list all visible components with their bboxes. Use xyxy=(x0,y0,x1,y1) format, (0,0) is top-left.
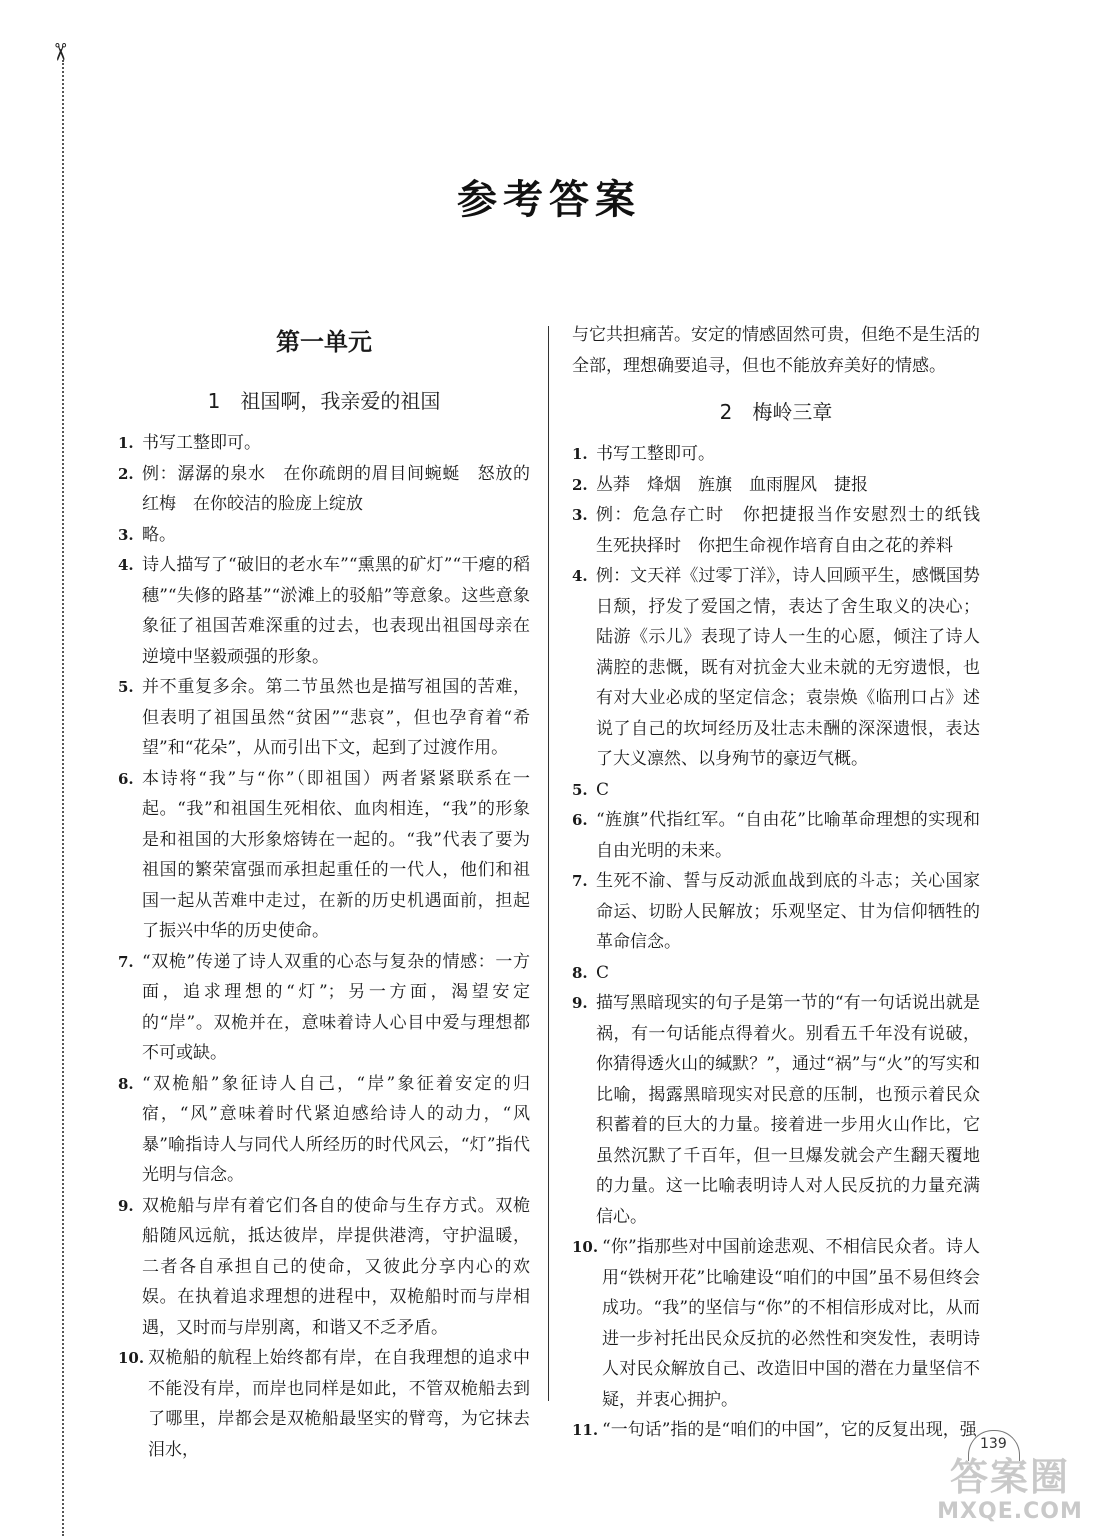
answer-item xyxy=(572,988,980,1232)
answer-text: “双桅船”象征诗人自己，“岸”象征着安定的归宿，“风”意味着时代紧迫感给诗人的动力，“风暴”喻指诗人与同代人所经历的时代风云，“灯”指代光明与信念。 xyxy=(142,1073,530,1185)
answer-text: “旌旗”代指红军。“自由花”比喻革命理想的实现和自由光明的未来。 xyxy=(596,810,980,861)
lesson-title-1: 1 祖国啊，我亲爱的祖国 xyxy=(207,389,441,413)
answer-text: C xyxy=(596,779,610,800)
answer-number: 8. xyxy=(118,1074,134,1093)
answer-item xyxy=(572,1232,980,1415)
unit-title: 第一单元 xyxy=(276,328,372,356)
page-title: 参考答案 xyxy=(457,177,641,223)
answer-number: 6. xyxy=(572,811,588,829)
answer-number: 5. xyxy=(572,780,588,799)
answer-text: 略。 xyxy=(142,524,176,545)
answer-number: 5. xyxy=(118,678,134,696)
right-column xyxy=(572,320,997,1446)
left-column xyxy=(118,320,530,1465)
answer-number: 9. xyxy=(118,1196,134,1215)
answer-text: 生死不渝、誓与反动派血战到底的斗志；关心国家命运、切盼人民解放；乐观坚定、甘为信仰牺牲的革命信念。 xyxy=(596,871,980,952)
answer-number: 8. xyxy=(572,963,588,982)
answer-item xyxy=(118,947,530,1069)
answer-text: 双桅船与岸有着它们各自的使命与生存方式。双桅船随风远航，抵达彼岸，岸提供港湾，守护温暖，二者各自承担自己的使命，又彼此分享内心的欢娱。在执着追求理想的进程中，双桅船时而与岸相遇，又时而与岸别离，和谐又不乏矛盾。 xyxy=(142,1195,530,1338)
answer-item xyxy=(118,672,530,764)
answer-text: 诗人描写了“破旧的老水车”“熏黑的矿灯”“干瘪的稻穗”“失修的路基”“淤滩上的驳船”等意象。这些意象象征了祖国苦难深重的过去，也表现出祖国母亲在逆境中坚毅顽强的形象。 xyxy=(142,555,530,667)
answer-number: 7. xyxy=(118,952,134,971)
answer-item xyxy=(118,1343,530,1465)
answer-text: 书写工整即可。 xyxy=(142,433,261,453)
answer-item xyxy=(572,866,980,958)
answer-item xyxy=(118,764,530,947)
answer-item xyxy=(118,1069,530,1191)
answer-text: 本诗将“我”与“你”（即祖国）两者紧紧联系在一起。“我”和祖国生死相依、血肉相连，“我”的形象是和祖国的大形象熔铸在一起的。“我”代表了要为祖国的繁荣富强而承担起重任的一代人，他们和祖国一起从苦难中走过，在新的历史机遇面前，担起了振兴中华的历史使命。 xyxy=(142,768,530,941)
answer-text: 例：危急存亡时 你把捷报当作安慰烈士的纸钱 生死抉择时 你把生命视作培育自由之花的养料 xyxy=(596,505,997,556)
answer-number: 9. xyxy=(572,994,588,1012)
column-divider xyxy=(548,326,549,1401)
answer-item xyxy=(572,958,980,989)
watermark-url: MXQE.COM xyxy=(937,1499,1083,1524)
answer-list-left xyxy=(118,428,530,1465)
answer-text: C xyxy=(596,962,610,983)
answer-number: 3. xyxy=(118,525,134,544)
answer-number: 4. xyxy=(572,567,588,585)
answer-item xyxy=(572,561,980,775)
answer-number: 11. xyxy=(572,1421,599,1439)
answer-item xyxy=(572,805,980,866)
answer-text: 例：潺潺的泉水 在你疏朗的眉目间蜿蜒 怒放的红梅 在你皎洁的脸庞上绽放 xyxy=(142,463,530,514)
answer-number: 4. xyxy=(118,556,134,574)
page-number: 139 xyxy=(980,1436,1007,1452)
answer-number: 2. xyxy=(118,464,134,483)
answer-number: 7. xyxy=(572,872,588,890)
answer-item xyxy=(572,500,997,561)
lesson-title-2: 2 梅岭三章 xyxy=(719,400,833,424)
answer-item xyxy=(118,428,530,459)
answer-text: “双桅”传递了诗人双重的心态与复杂的情感：一方面，追求理想的“灯”；另一方面，渴望安定的“岸”。双桅并在，意味着诗人心目中爱与理想都不可或缺。 xyxy=(142,951,530,1063)
watermark-text: 答案圈 xyxy=(949,1455,1070,1499)
answer-text: “一句话”指的是“咱们的中国”，它的反复出现，强 xyxy=(602,1420,977,1440)
answer-number: 6. xyxy=(118,769,134,788)
answer-list-right xyxy=(572,439,997,1446)
answer-item xyxy=(118,1191,530,1344)
answer-text: 丛莽 烽烟 旌旗 血雨腥风 捷报 xyxy=(596,474,868,495)
answer-number: 2. xyxy=(572,475,588,494)
answer-item xyxy=(118,459,530,520)
answer-item xyxy=(118,550,530,672)
answer-number: 10. xyxy=(118,1349,145,1367)
answer-number: 10. xyxy=(572,1238,599,1256)
answer-text: 并不重复多余。第二节虽然也是描写祖国的苦难，但表明了祖国虽然“贫困”“悲哀”，但也孕育着“希望”和“花朵”，从而引出下文，起到了过渡作用。 xyxy=(142,677,530,758)
answer-item xyxy=(572,470,980,501)
answer-item xyxy=(572,775,980,806)
answer-item xyxy=(572,1415,980,1446)
scissors-icon: ✂ xyxy=(46,41,75,63)
answer-text: “你”指那些对中国前途悲观、不相信民众者。诗人用“铁树开花”比喻建设“咱们的中国”虽不易但终会成功。“我”的坚信与“你”的不相信形成对比，从而进一步衬托出民众反抗的必然性和突发性，表明诗人对民众解放自己、改造旧中国的潜在力量坚信不疑，并衷心拥护。 xyxy=(602,1237,980,1410)
answer-item xyxy=(118,520,530,551)
answer-number: 3. xyxy=(572,506,588,524)
answer-text: 描写黑暗现实的句子是第一节的“有一句话说出就是祸，有一句话能点得着火。别看五千年没有说破，你猜得透火山的缄默？”，通过“祸”与“火”的写实和比喻，揭露黑暗现实对民意的压制，也预示着民众积蓄着的巨大的力量。接着进一步用火山作比，它虽然沉默了千百年，但一旦爆发就会产生翻天覆地的力量。这一比喻表明诗人对人民反抗的力量充满信心。 xyxy=(596,993,980,1227)
answer-number: 1. xyxy=(118,434,134,452)
answer-text: 例：文天祥《过零丁洋》，诗人回顾平生，感慨国势日颓，抒发了爱国之情，表达了舍生取义的决心；陆游《示儿》表现了诗人一生的心愿，倾注了诗人满腔的悲慨，既有对抗金大业未就的无穷遗恨，也有对大业必成的坚定信念；袁崇焕《临刑口占》述说了自己的坎坷经历及壮志未酬的深深遗恨，表达了大义凛然、以身殉节的豪迈气概。 xyxy=(596,566,980,769)
answer-text: 书写工整即可。 xyxy=(596,444,715,464)
watermark-logo xyxy=(930,1456,1090,1534)
answer-item xyxy=(572,439,980,470)
cut-line xyxy=(62,60,64,1536)
answer-text: 双桅船的航程上始终都有岸，在自我理想的追求中不能没有岸，而岸也同样是如此，不管双桅船去到了哪里，岸都会是双桅船最坚实的臂弯，为它抹去泪水， xyxy=(148,1348,530,1460)
continued-text: 与它共担痛苦。安定的情感固然可贵，但绝不是生活的全部，理想确要追寻，但也不能放弃美好的情感。 xyxy=(572,325,980,376)
answer-number: 1. xyxy=(572,445,588,463)
